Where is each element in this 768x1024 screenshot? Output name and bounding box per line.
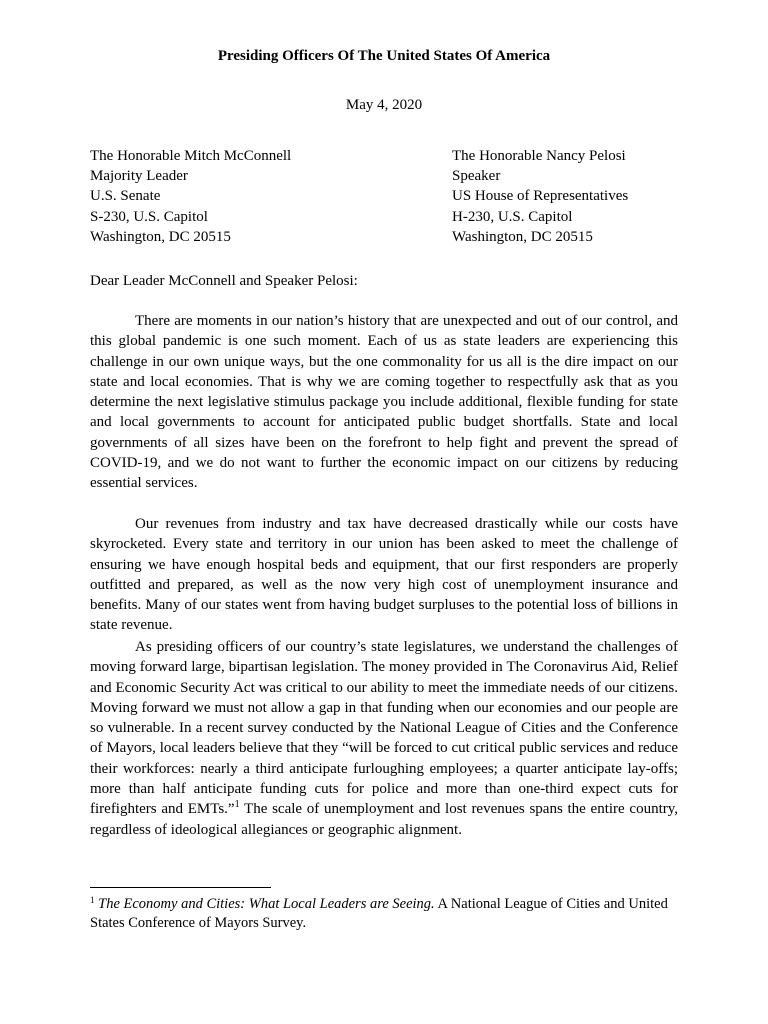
letter-title: Presiding Officers Of The United States Of America bbox=[217, 48, 551, 64]
recipient-chamber: US House of Representatives bbox=[452, 188, 629, 205]
recipient-name: The Honorable Mitch McConnell bbox=[90, 148, 292, 164]
body-paragraph-1: There are moments in our nation’s history that are unexpected and out of our control, and this global pandemic is one such moment. Each of us as state leaders are experiencing this challenge in our own unique ways, but the one commonality for us all is the dire impact on our state and local economies. That is why we are coming together to respectfully ask that as you determine the next legislative stimulus package you include additional, flexible funding for state and local governments to account for anticipated public budget shortfalls. State and local governments of all sizes have been on the forefront to help fight and prevent the spread of COVID-19, and we do not want to further the economic impact on our citizens by reducing essential services. bbox=[90, 313, 678, 492]
recipient-office: S-230, U.S. Capitol bbox=[90, 208, 208, 225]
recipient-city: Washington, DC 20515 bbox=[452, 228, 593, 245]
paragraph-text: As presiding officers of our country’s state legislatures, we understand the challenges of moving forward large, bipartisan legislation. The money provided in The Coronavirus Aid, Relief and Economic Security Act was critical to our ability to meet the immediate needs of our citizens. Moving forward we must not allow a gap in that funding when our economies and our people are so vulnerable. In a recent survey conducted by the National League of Cities and the Conference of Mayors, local leaders believe that they “will be forced to cut critical public services and reduce their workforces: nearly a third anticipate furloughing employees; a quarter anticipate lay-offs; more than half anticipate funding cuts for police and more than one-third expect cuts for firefighters and EMTs.” bbox=[90, 639, 678, 818]
footnote-divider bbox=[90, 887, 271, 888]
footnote-reference: 1 bbox=[234, 799, 240, 811]
salutation: Dear Leader McConnell and Speaker Pelosi: bbox=[90, 273, 358, 289]
paragraph-text: The scale of unemployment and lost revenues spans the entire country, regardless of ideological allegiances or geographic alignment. bbox=[90, 801, 679, 838]
body-paragraph-3 bbox=[90, 637, 678, 840]
recipient-chamber: U.S. Senate bbox=[90, 188, 161, 205]
recipient-name: The Honorable Nancy Pelosi bbox=[452, 148, 626, 164]
recipient-address-right bbox=[452, 146, 628, 247]
letter-date: May 4, 2020 bbox=[345, 97, 423, 113]
footnote-source-title: The Economy and Cities: What Local Leaders are Seeing. bbox=[98, 896, 435, 912]
recipient-office: H-230, U.S. Capitol bbox=[452, 208, 573, 225]
footnote bbox=[90, 895, 678, 933]
body-paragraph-2: Our revenues from industry and tax have decreased drastically while our costs have skyrocketed. Every state and territory in our union has been asked to meet the challenge of ensuring we have enough hospital beds and equipment, that our first responders are properly outfitted and prepared, as well as the now very high cost of unemployment insurance and benefits. Many of our states went from having budget surpluses to the potential loss of billions in state revenue. bbox=[90, 516, 678, 634]
recipient-role: Majority Leader bbox=[90, 168, 188, 185]
recipient-role: Speaker bbox=[452, 168, 501, 185]
recipient-city: Washington, DC 20515 bbox=[90, 228, 231, 245]
recipient-address-left bbox=[90, 146, 291, 247]
footnote-text: A National League of Cities and United States Conference of Mayors Survey. bbox=[90, 896, 668, 931]
footnote-number: 1 bbox=[90, 895, 95, 905]
